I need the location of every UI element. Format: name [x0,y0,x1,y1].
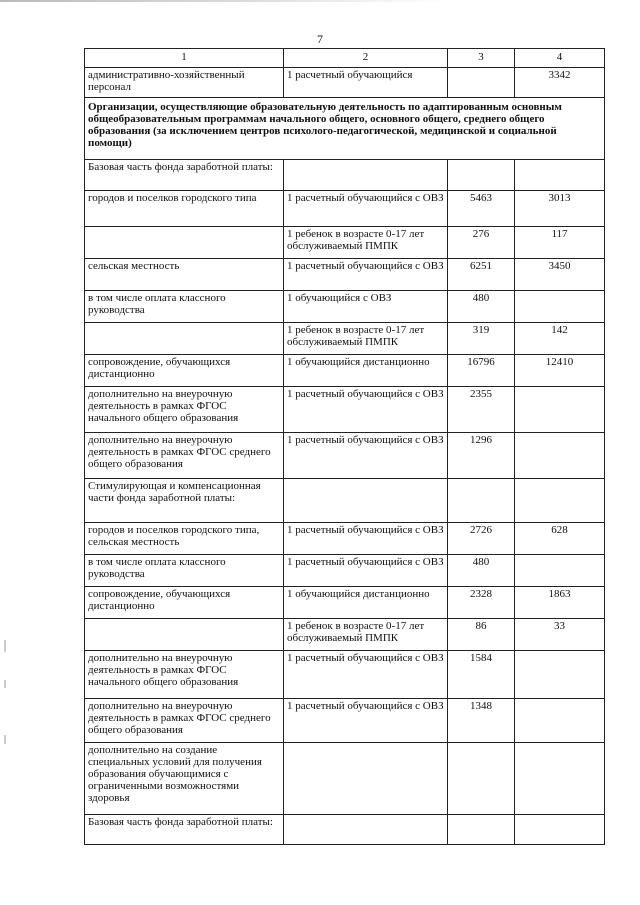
table-row [85,815,605,845]
cell-value-col3 [448,68,515,98]
cell-value-col3: 319 [448,323,515,355]
cell-value-col3: 480 [448,291,515,323]
cell-value-col3: 6251 [448,259,515,291]
cell-value-col4: 12410 [515,355,605,387]
cell-unit [284,479,448,523]
cell-unit: 1 ребенок в возрасте 0-17 лет обслуживаемый ПМПК [284,619,448,651]
cell-description: административно-хозяйственный персонал [85,68,284,98]
cell-unit: 1 расчетный обучающийся с ОВЗ [284,387,448,433]
column-header: 1 [85,49,284,68]
cell-value-col4: 117 [515,227,605,259]
cell-description: дополнительно на внеурочную деятельность в рамках ФГОС среднего общего образования [85,433,284,479]
cell-value-col4: 33 [515,619,605,651]
data-table [84,48,605,845]
cell-value-col4: 3013 [515,191,605,227]
scan-edge [0,0,640,2]
cell-value-col3 [448,479,515,523]
cell-value-col4 [515,291,605,323]
table-row [85,651,605,699]
cell-description: Базовая часть фонда заработной платы: [85,815,284,845]
cell-unit: 1 расчетный обучающийся с ОВЗ [284,259,448,291]
cell-value-col3 [448,815,515,845]
cell-description: дополнительно на внеурочную деятельность в рамках ФГОС среднего общего образования [85,699,284,743]
cell-value-col3: 2726 [448,523,515,555]
cell-description [85,619,284,651]
section-heading: Организации, осуществляющие образовательную деятельность по адаптированным основным общеобразовательным программам начального общего, основного общего, среднего общего образования (за исключением центров психолого-педагогической, медицинской и социальной помощи) [85,98,605,160]
cell-value-col4 [515,387,605,433]
cell-unit: 1 обучающийся дистанционно [284,587,448,619]
cell-description [85,323,284,355]
cell-value-col3: 2355 [448,387,515,433]
cell-value-col3: 1348 [448,699,515,743]
section-heading-row [85,98,605,160]
cell-unit: 1 обучающийся с ОВЗ [284,291,448,323]
cell-description: сопровождение, обучающихся дистанционно [85,355,284,387]
table-row [85,433,605,479]
table-row [85,227,605,259]
cell-unit: 1 расчетный обучающийся [284,68,448,98]
table-row [85,191,605,227]
cell-value-col4 [515,479,605,523]
cell-unit: 1 расчетный обучающийся с ОВЗ [284,523,448,555]
cell-value-col3: 86 [448,619,515,651]
cell-unit: 1 ребенок в возрасте 0-17 лет обслуживаемый ПМПК [284,227,448,259]
cell-description: сельская местность [85,259,284,291]
cell-value-col3: 480 [448,555,515,587]
cell-unit: 1 обучающийся дистанционно [284,355,448,387]
cell-value-col3: 2328 [448,587,515,619]
cell-value-col4 [515,160,605,191]
table-row [85,555,605,587]
table-row [85,291,605,323]
table-row [85,699,605,743]
table-row [85,160,605,191]
table-row [85,355,605,387]
cell-value-col4: 3450 [515,259,605,291]
table-row [85,387,605,433]
cell-description: дополнительно на внеурочную деятельность в рамках ФГОС начального общего образования [85,651,284,699]
cell-value-col4: 142 [515,323,605,355]
cell-description [85,227,284,259]
cell-unit: 1 ребенок в возрасте 0-17 лет обслуживаемый ПМПК [284,323,448,355]
cell-description: городов и поселков городского типа [85,191,284,227]
cell-value-col4 [515,651,605,699]
cell-value-col4: 628 [515,523,605,555]
column-header: 2 [284,49,448,68]
cell-unit [284,743,448,815]
cell-description: дополнительно на внеурочную деятельность в рамках ФГОС начального общего образования [85,387,284,433]
table-row [85,68,605,98]
cell-value-col3: 5463 [448,191,515,227]
cell-description: Базовая часть фонда заработной платы: [85,160,284,191]
cell-value-col3: 1296 [448,433,515,479]
cell-unit [284,815,448,845]
cell-value-col4 [515,743,605,815]
cell-description: дополнительно на создание специальных условий для получения образования обучающимися с ограниченными возможностями здоровья [85,743,284,815]
cell-description: Стимулирующая и компенсационная части фонда заработной платы: [85,479,284,523]
column-header: 4 [515,49,605,68]
table-row [85,619,605,651]
cell-unit: 1 расчетный обучающийся с ОВЗ [284,433,448,479]
cell-value-col4: 3342 [515,68,605,98]
cell-unit: 1 расчетный обучающийся с ОВЗ [284,555,448,587]
cell-value-col4 [515,433,605,479]
cell-value-col4 [515,555,605,587]
cell-value-col4 [515,699,605,743]
table-header-row [85,49,605,68]
table-row [85,523,605,555]
cell-unit: 1 расчетный обучающийся с ОВЗ [284,699,448,743]
cell-description: в том числе оплата классного руководства [85,291,284,323]
cell-description: городов и поселков городского типа, сельская местность [85,523,284,555]
cell-value-col4: 1863 [515,587,605,619]
cell-value-col4 [515,815,605,845]
cell-value-col3: 276 [448,227,515,259]
table-row [85,323,605,355]
page-number: 7 [317,32,323,46]
cell-description: сопровождение, обучающихся дистанционно [85,587,284,619]
table-row [85,587,605,619]
table-row [85,479,605,523]
cell-description: в том числе оплата классного руководства [85,555,284,587]
cell-value-col3: 1584 [448,651,515,699]
cell-unit: 1 расчетный обучающийся с ОВЗ [284,651,448,699]
table-row [85,259,605,291]
table-row [85,743,605,815]
cell-value-col3: 16796 [448,355,515,387]
margin-marks [2,640,8,760]
cell-value-col3 [448,743,515,815]
column-header: 3 [448,49,515,68]
cell-unit: 1 расчетный обучающийся с ОВЗ [284,191,448,227]
cell-value-col3 [448,160,515,191]
cell-unit [284,160,448,191]
